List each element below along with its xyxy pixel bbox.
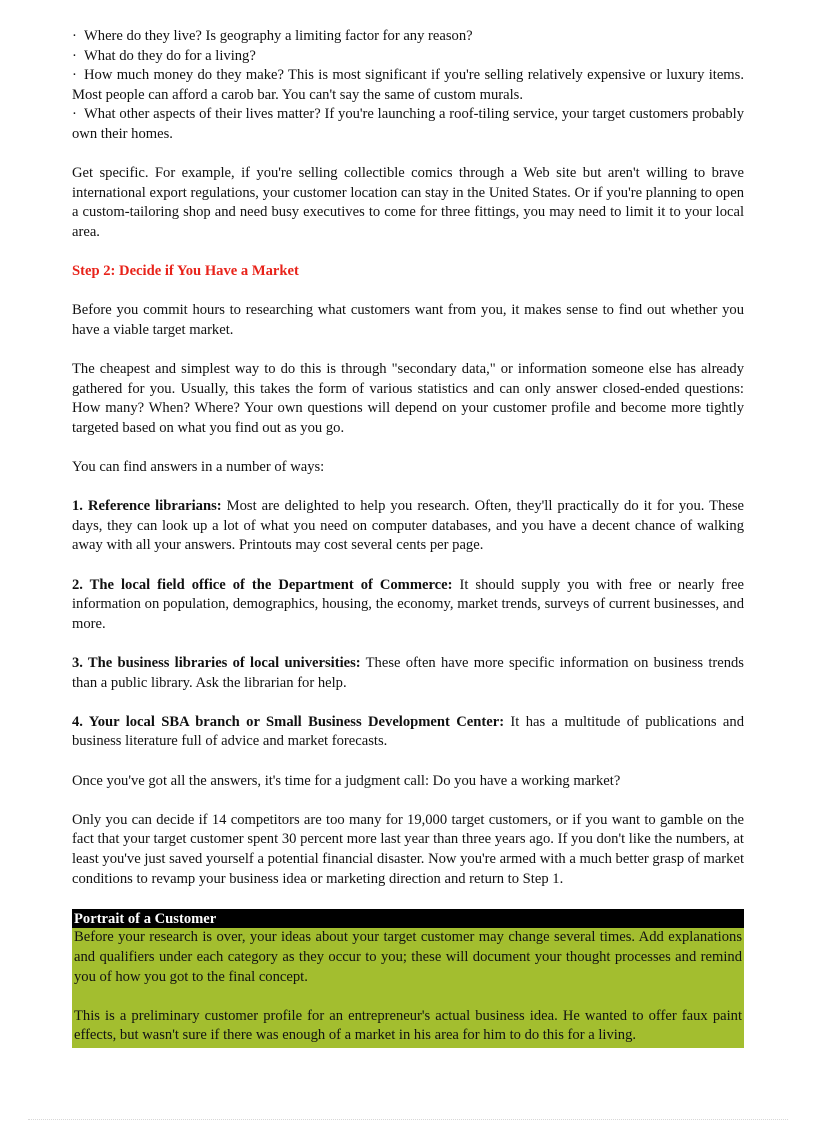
portrait-paragraph: This is a preliminary customer profile for an entrepreneur's actual business idea. He wanted to offer faux paint effects, but wasn't sure if there was enough of a market in his area for him to do this for a living. — [74, 1007, 742, 1044]
bullet-item — [72, 105, 744, 144]
way-text: It has a multitude of publications and business literature full of advice and market forecasts. — [72, 713, 745, 750]
way-title: 4. Your local SBA branch or Small Business Development Center: — [72, 713, 505, 730]
bullet-text: How much money do they make? This is most significant if you're selling relatively expensive or luxury items. Most people can afford a carob bar. You can't say the same of custom murals. — [72, 67, 744, 103]
bullet-item — [72, 27, 744, 47]
way-item — [72, 576, 744, 635]
way-item — [72, 497, 744, 556]
way-item — [72, 654, 744, 693]
way-title: 3. The business libraries of local universities: — [72, 655, 361, 671]
page-footer-rule — [28, 1119, 788, 1120]
way-text: These often have more specific information on business trends than a public library. Ask the librarian for help. — [72, 655, 744, 691]
paragraph-only: Only you can decide if 14 competitors are too many for 19,000 target customers, or if you want to gamble on the fact that your target customer spent 30 percent more last year than three years ago. If you don't like the numbers, at least you've just saved yourself a potential financial disaster. Now you're armed with a much better grasp of market conditions to revamp your business idea or marketing direction and return to Step 1. — [72, 811, 744, 887]
way-text: Most are delighted to help you research. Often, they'll practically do it for you. These days, they can look up a lot of what you need on computer databases, and you have a decent chance of walking away with all your answers. Printouts may cost several cents per page. — [72, 498, 744, 554]
bullet-text: What do they do for a living? — [84, 47, 256, 64]
way-title: 2. The local field office of the Department of Commerce: — [72, 576, 453, 593]
bullet-glyph: · — [72, 28, 77, 44]
bullet-text: What other aspects of their lives matter? If you're launching a roof-tiling service, your target customers probably own their homes. — [72, 106, 744, 142]
step2-heading: Step 2: Decide if You Have a Market — [72, 263, 299, 280]
bullet-item — [72, 47, 744, 67]
paragraph-cheapest: The cheapest and simplest way to do this is through "secondary data," or information someone else has already gathered for you. Usually, this takes the form of various statistics and can only answer closed-ended questions: How many? When? Where? Your own questions will depend on your customer profile and become more tightly targeted based on what you find out as you go. — [72, 361, 744, 436]
portrait-paragraph: Before your research is over, your ideas about your target customer may change several times. Add explanations and qualifiers under each category as they occur to you; these will document your thought processes and remind you of how you got to the final concept. — [74, 929, 742, 985]
paragraph-before: Before you commit hours to researching what customers want from you, it makes sense to find out whether you have a viable target market. — [72, 302, 744, 338]
paragraph-find: You can find answers in a number of ways: — [72, 459, 325, 476]
bullet-glyph: · — [72, 67, 77, 84]
way-item — [72, 713, 744, 752]
way-title: 1. Reference librarians: — [72, 498, 222, 515]
document-page — [72, 27, 744, 1048]
paragraph-get-specific: Get specific. For example, if you're selling collectible comics through a Web site but aren't willing to brave international export regulations, your customer location can stay in the United States. Or if you're planning to open a custom-tailoring shop and need busy executives to come for three fittings, you may need to limit it to your local area. — [72, 165, 744, 240]
bullet-item — [72, 66, 744, 105]
portrait-body — [72, 928, 744, 1048]
way-text: It should supply you with free or nearly free information on population, demographics, housing, the economy, market trends, surveys of current businesses, and more. — [72, 576, 744, 632]
bullet-text: Where do they live? Is geography a limiting factor for any reason? — [84, 28, 473, 44]
bullet-glyph: · — [72, 106, 77, 123]
paragraph-once: Once you've got all the answers, it's time for a judgment call: Do you have a working market? — [72, 772, 621, 789]
portrait-box — [72, 909, 744, 1048]
portrait-title: Portrait of a Customer — [72, 909, 744, 929]
bullet-glyph: · — [72, 47, 77, 64]
